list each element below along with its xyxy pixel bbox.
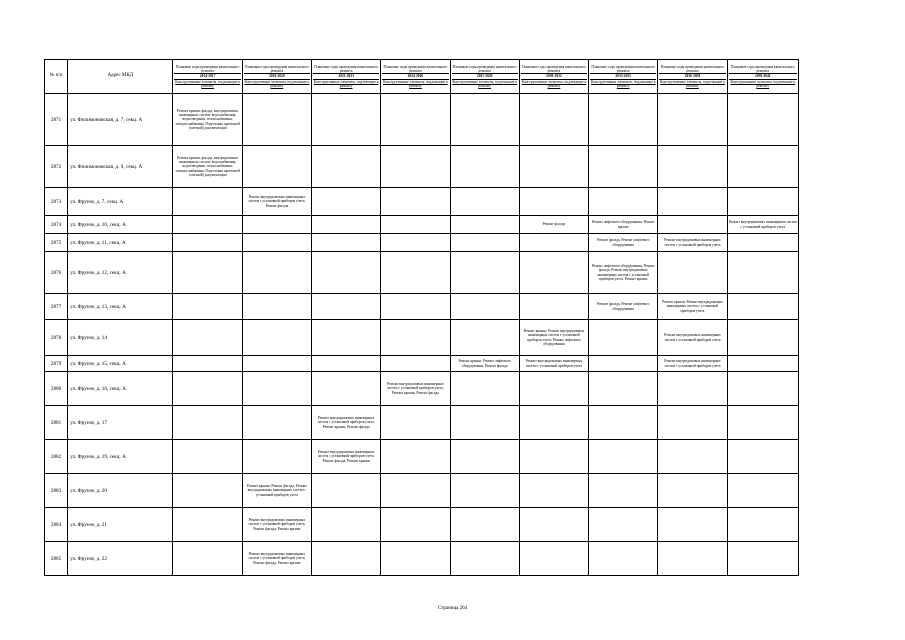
- repair-works-cell: [727, 406, 798, 440]
- repair-works-cell: [312, 252, 381, 294]
- repair-works-cell: [173, 234, 242, 252]
- repair-works-cell: [381, 320, 450, 356]
- repair-works-cell: [450, 440, 519, 474]
- row-number: 2881: [45, 406, 68, 440]
- repair-works-cell: [589, 406, 658, 440]
- table-row: [45, 320, 799, 356]
- period-subtitle: Конструктивные элементы, подлежащие к ремонту: [313, 79, 379, 88]
- repair-works-cell: [381, 440, 450, 474]
- repair-works-cell: [589, 542, 658, 576]
- repair-works-cell: [450, 94, 519, 146]
- repair-works-cell: Ремонт внутридомовых инженерных систем с установкой приборов учета: [519, 356, 588, 372]
- repair-works-cell: [450, 252, 519, 294]
- repair-works-cell: [312, 508, 381, 542]
- repair-works-cell: [312, 188, 381, 216]
- row-number: 2878: [45, 320, 68, 356]
- repair-works-cell: [381, 474, 450, 508]
- row-number: 2885: [45, 542, 68, 576]
- repair-works-cell: [727, 320, 798, 356]
- repair-works-cell: [173, 542, 242, 576]
- header-period: [519, 60, 588, 94]
- repair-works-cell: [173, 372, 242, 406]
- row-address: ул. Фрунзе, д. 22: [68, 542, 173, 576]
- repair-works-cell: [450, 474, 519, 508]
- header-num: № п/п: [45, 60, 68, 94]
- period-title: Плановые годы проведения капитального ремонта: [452, 64, 517, 74]
- repair-works-cell: [727, 234, 798, 252]
- repair-works-cell: [658, 474, 727, 508]
- row-address: ул. Филимоновская, д. 7, секц. А: [68, 94, 173, 146]
- repair-works-cell: [727, 94, 798, 146]
- repair-works-cell: [450, 320, 519, 356]
- repair-works-cell: [658, 146, 727, 188]
- repair-works-cell: [450, 216, 519, 234]
- period-subtitle: Конструктивные элементы, подлежащие к ремонту: [521, 79, 587, 88]
- repair-works-cell: [381, 252, 450, 294]
- repair-works-cell: [450, 188, 519, 216]
- repair-works-cell: [727, 356, 798, 372]
- repair-works-cell: Ремонт лифтового оборудования, Ремонт фасада, Ремонт внутридомовых инженерных систем с установкой приборов учета, Ремонт крыши: [589, 252, 658, 294]
- repair-works-cell: [658, 542, 727, 576]
- period-subtitle: Конструктивные элементы, подлежащие к ремонту: [383, 79, 448, 88]
- row-address: ул. Фрунзе, д. 12, секц. А: [68, 252, 173, 294]
- repair-works-cell: Ремонт крыши, фасада, внутридомовых инженерных систем: водоснабжения, водоотведения, теплоснабжения, электроснабжения. Подготовка проектной (сметной) документации: [173, 94, 242, 146]
- repair-works-cell: Ремонт крыши, Ремонт лифтового оборудования, Ремонт фасада: [450, 356, 519, 372]
- row-address: ул. Фрунзе, д. 21: [68, 508, 173, 542]
- header-period: [173, 60, 242, 94]
- repair-works-cell: [727, 188, 798, 216]
- repair-works-cell: [381, 406, 450, 440]
- header-address: Адрес МКД: [68, 60, 173, 94]
- repair-works-cell: [312, 294, 381, 320]
- repair-works-cell: [242, 234, 311, 252]
- period-subtitle: Конструктивные элементы, подлежащие к ремонту: [660, 79, 725, 88]
- repair-works-cell: [589, 320, 658, 356]
- table-body: [45, 94, 799, 576]
- table-row: [45, 94, 799, 146]
- table-row: [45, 542, 799, 576]
- repair-works-cell: [450, 542, 519, 576]
- repair-works-cell: [519, 474, 588, 508]
- repair-works-cell: [450, 406, 519, 440]
- repair-works-cell: [658, 372, 727, 406]
- repair-works-cell: [312, 372, 381, 406]
- period-years: 2030-2032: [521, 73, 587, 79]
- row-address: ул. Фрунзе, д. 19, секц. А: [68, 440, 173, 474]
- repair-works-cell: [242, 94, 311, 146]
- row-number: 2880: [45, 372, 68, 406]
- row-number: 2871: [45, 94, 68, 146]
- repair-works-cell: [173, 440, 242, 474]
- period-years: 2014-2017: [174, 73, 240, 79]
- repair-works-cell: [312, 474, 381, 508]
- repair-works-cell: [242, 356, 311, 372]
- row-number: 2874: [45, 216, 68, 234]
- repair-works-cell: [242, 216, 311, 234]
- repair-works-cell: [589, 94, 658, 146]
- period-subtitle: Конструктивные элементы, подлежащие к ремонту: [452, 79, 518, 88]
- repair-works-cell: Ремонт внутридомовых инженерных систем с установкой приборов учета, Ремонт крыши, Ремонт фасада: [312, 406, 381, 440]
- period-years: 2033-2035: [590, 73, 656, 79]
- repair-works-cell: [727, 252, 798, 294]
- row-number: 2879: [45, 356, 68, 372]
- repair-works-cell: Ремонт внутридомовых инженерных систем с установкой приборов учета, Ремонт фасада, Ремонт крыши: [242, 508, 311, 542]
- repair-works-cell: [450, 146, 519, 188]
- repair-works-cell: [519, 440, 588, 474]
- repair-works-cell: [519, 188, 588, 216]
- repair-works-cell: [727, 508, 798, 542]
- period-subtitle: Конструктивные элементы, подлежащие к ремонту: [175, 79, 240, 88]
- repair-works-cell: [519, 146, 588, 188]
- table-row: [45, 294, 799, 320]
- row-number: 2877: [45, 294, 68, 320]
- table-row: [45, 474, 799, 508]
- repair-works-cell: [381, 294, 450, 320]
- repair-works-cell: Ремонт внутридомовых инженерных систем с установкой приборов учета, Ремонт фасада, Ремонт крыши: [242, 542, 311, 576]
- repair-works-cell: [242, 372, 311, 406]
- period-title: Плановые годы проведения капитального ремонта: [522, 64, 586, 74]
- repair-works-cell: [450, 372, 519, 406]
- repair-works-cell: [589, 440, 658, 474]
- repair-works-cell: [727, 294, 798, 320]
- repair-works-cell: Ремонт внутридомовых инженерных систем с установкой приборов учета: [727, 216, 798, 234]
- repair-works-cell: [589, 356, 658, 372]
- repair-works-cell: [173, 188, 242, 216]
- period-subtitle: Конструктивные элементы, подлежащие к ремонту: [244, 79, 310, 88]
- table-row: [45, 252, 799, 294]
- repair-works-cell: [173, 406, 242, 440]
- row-address: ул. Фрунзе, д. 13, секц. А: [68, 294, 173, 320]
- repair-works-cell: [519, 542, 588, 576]
- row-number: 2883: [45, 474, 68, 508]
- table-row: [45, 508, 799, 542]
- table-row: [45, 146, 799, 188]
- row-number: 2873: [45, 188, 68, 216]
- repair-works-cell: [381, 188, 450, 216]
- repair-works-cell: [519, 508, 588, 542]
- row-number: 2884: [45, 508, 68, 542]
- row-number: 2875: [45, 234, 68, 252]
- period-years: 2036-2038: [659, 73, 725, 79]
- repair-works-cell: [242, 252, 311, 294]
- repair-works-cell: Ремонт внутридомовых инженерных систем с установкой приборов учета, Ремонт крыши, Ремонт фасада: [381, 372, 450, 406]
- repair-works-cell: [242, 146, 311, 188]
- period-subtitle: Конструктивные элементы, подлежащие к ремонту: [730, 79, 796, 88]
- repair-works-cell: Ремонт фасада: [519, 216, 588, 234]
- repair-works-cell: [381, 234, 450, 252]
- table-header: [45, 60, 799, 94]
- repair-works-cell: Ремонт крыши, Ремонт внутридомовых инженерных систем с установкой приборов учета: [658, 294, 727, 320]
- repair-works-cell: [658, 94, 727, 146]
- period-title: Плановые годы проведения капитального ремонта: [245, 64, 309, 74]
- period-years: 2039-2041: [729, 73, 797, 79]
- header-period: [381, 60, 450, 94]
- repair-works-cell: [312, 146, 381, 188]
- period-years: 2024-2026: [382, 73, 448, 79]
- period-title: Плановые годы проведения капитального ремонта: [591, 64, 656, 74]
- repair-works-cell: Ремонт крыши, Ремонт фасада, Ремонт внутридомовых инженерных систем с установкой приборов учета: [242, 474, 311, 508]
- repair-works-cell: [312, 356, 381, 372]
- repair-works-cell: [381, 216, 450, 234]
- header-period: [450, 60, 519, 94]
- period-years: 2021-2023: [313, 73, 379, 79]
- period-title: Плановые годы проведения капитального ремонта: [314, 64, 379, 74]
- repair-works-cell: [589, 508, 658, 542]
- repair-works-cell: Ремонт фасада, Ремонт лифтового оборудования: [589, 234, 658, 252]
- repair-works-cell: [312, 234, 381, 252]
- period-title: Плановые годы проведения капитального ремонта: [383, 64, 448, 74]
- repair-works-cell: [173, 356, 242, 372]
- repair-works-cell: [312, 216, 381, 234]
- repair-works-cell: [312, 542, 381, 576]
- repair-schedule-table: [44, 59, 799, 576]
- repair-works-cell: [242, 294, 311, 320]
- repair-works-cell: [450, 294, 519, 320]
- header-period: [589, 60, 658, 94]
- repair-works-cell: [173, 508, 242, 542]
- period-title: Плановые годы проведения капитального ремонта: [175, 64, 240, 74]
- repair-works-cell: [727, 542, 798, 576]
- table-row: [45, 356, 799, 372]
- table-row: [45, 406, 799, 440]
- repair-works-cell: [242, 320, 311, 356]
- header-period: [658, 60, 727, 94]
- row-address: ул. Фрунзе, д. 10, секц. А: [68, 216, 173, 234]
- repair-works-cell: Ремонт внутридомовых инженерных систем с установкой приборов учета, Ремонт фасада: [242, 188, 311, 216]
- repair-works-cell: [242, 406, 311, 440]
- repair-works-cell: [519, 372, 588, 406]
- repair-works-cell: [589, 146, 658, 188]
- repair-works-cell: [589, 372, 658, 406]
- header-period: [312, 60, 381, 94]
- repair-works-cell: [519, 234, 588, 252]
- repair-works-cell: [381, 94, 450, 146]
- repair-works-cell: Ремонт внутридомовых инженерных систем с установкой приборов учета, Ремонт фасада, Ремонт крыши: [312, 440, 381, 474]
- repair-works-cell: Ремонт лифтового оборудования, Ремонт крыши: [589, 216, 658, 234]
- period-subtitle: Конструктивные элементы, подлежащие к ремонту: [590, 79, 656, 88]
- period-years: 2018-2020: [244, 73, 310, 79]
- repair-works-cell: [658, 508, 727, 542]
- row-address: ул. Фрунзе, д. 11, секц. А: [68, 234, 173, 252]
- repair-works-cell: [727, 474, 798, 508]
- header-period: [242, 60, 311, 94]
- repair-works-cell: [658, 252, 727, 294]
- row-address: ул. Фрунзе, д. 20: [68, 474, 173, 508]
- repair-works-cell: [589, 474, 658, 508]
- repair-works-cell: [658, 440, 727, 474]
- repair-works-cell: [312, 94, 381, 146]
- period-title: Плановые годы проведения капитального ремонта: [730, 64, 795, 74]
- repair-works-cell: [312, 320, 381, 356]
- row-number: 2882: [45, 440, 68, 474]
- repair-works-cell: [242, 440, 311, 474]
- repair-works-cell: [519, 406, 588, 440]
- repair-works-cell: [173, 216, 242, 234]
- repair-works-cell: [381, 508, 450, 542]
- repair-works-cell: Ремонт внутридомовых инженерных систем с установкой приборов учета: [658, 320, 727, 356]
- row-number: 2872: [45, 146, 68, 188]
- table-row: [45, 440, 799, 474]
- repair-works-cell: [173, 252, 242, 294]
- repair-works-cell: [658, 406, 727, 440]
- period-years: 2027-2029: [452, 73, 518, 79]
- repair-works-cell: [519, 294, 588, 320]
- repair-works-cell: [589, 188, 658, 216]
- repair-works-cell: [519, 94, 588, 146]
- repair-works-cell: [450, 234, 519, 252]
- page-footer: Страница 264: [437, 606, 468, 611]
- repair-works-cell: Ремонт крыши, фасада, внутридомовых инженерных систем: водоснабжения, водоотведения, теплоснабжения, электроснабжения. Подготовка проектной (сметной) документации: [173, 146, 242, 188]
- repair-works-cell: [658, 188, 727, 216]
- repair-works-cell: [727, 372, 798, 406]
- period-title: Плановые годы проведения капитального ремонта: [660, 64, 725, 74]
- row-address: ул. Филимоновская, д. 9, секц. А: [68, 146, 173, 188]
- repair-works-cell: [173, 320, 242, 356]
- repair-works-cell: [450, 508, 519, 542]
- repair-works-cell: [727, 146, 798, 188]
- repair-works-cell: [381, 542, 450, 576]
- header-period: [727, 60, 798, 94]
- repair-works-cell: [173, 474, 242, 508]
- repair-works-cell: [381, 146, 450, 188]
- row-address: ул. Фрунзе, д. 14: [68, 320, 173, 356]
- repair-works-cell: [519, 252, 588, 294]
- repair-works-cell: Ремонт фасада, Ремонт лифтового оборудования: [589, 294, 658, 320]
- repair-works-cell: Ремонт крыши, Ремонт внутридомовых инженерных систем с установкой приборов учета, Ремонт лифтового оборудования: [519, 320, 588, 356]
- row-address: ул. Фрунзе, д. 16, секц. А: [68, 372, 173, 406]
- table-row: [45, 188, 799, 216]
- table-row: [45, 234, 799, 252]
- table-row: [45, 216, 799, 234]
- repair-works-cell: [727, 440, 798, 474]
- repair-works-cell: [381, 356, 450, 372]
- row-address: ул. Фрунзе, д. 17: [68, 406, 173, 440]
- row-number: 2876: [45, 252, 68, 294]
- repair-works-cell: Ремонт внутридомовых инженерных систем с установкой приборов учета: [658, 234, 727, 252]
- repair-works-cell: [658, 216, 727, 234]
- repair-works-cell: Ремонт внутридомовых инженерных систем с установкой приборов учета: [658, 356, 727, 372]
- row-address: ул. Фрунзе, д. 15, секц. А: [68, 356, 173, 372]
- row-address: ул. Фрунзе, д. 7, секц. А: [68, 188, 173, 216]
- repair-works-cell: [173, 294, 242, 320]
- table-row: [45, 372, 799, 406]
